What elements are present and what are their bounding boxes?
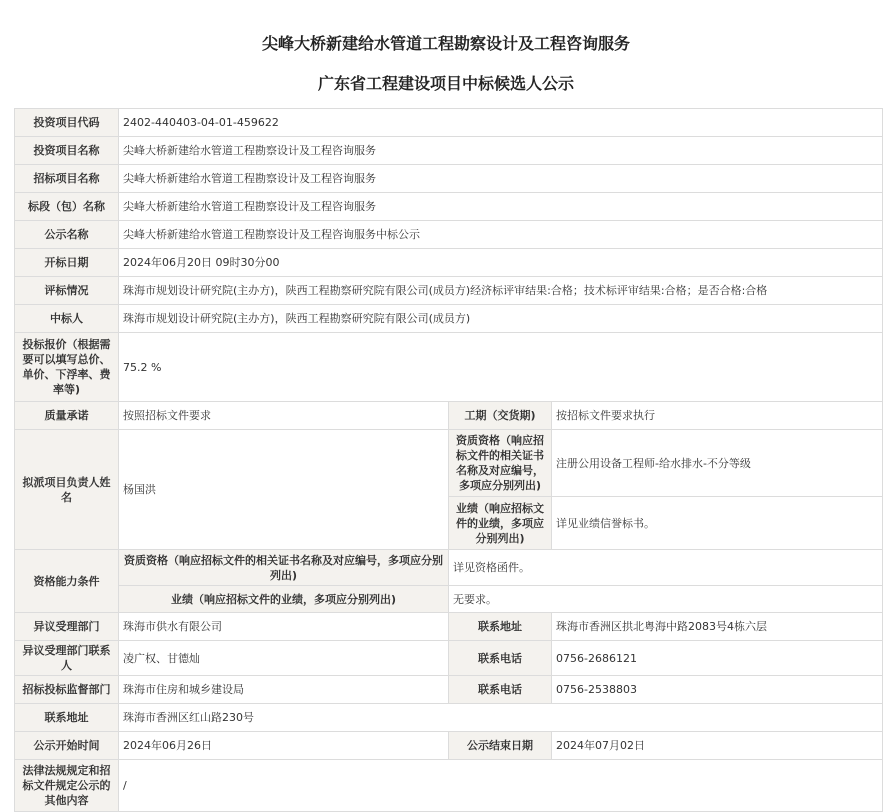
manager-label: 拟派项目负责人姓名: [15, 430, 119, 550]
duration-label: 工期（交货期): [449, 402, 552, 430]
table-row: [15, 249, 883, 277]
page-title: 尖峰大桥新建给水管道工程勘察设计及工程咨询服务: [261, 34, 630, 53]
table-row: [15, 550, 883, 586]
table-row: [15, 641, 883, 676]
table-row: [15, 165, 883, 193]
manager-qual-value: 注册公用设备工程师-给水排水-不分等级: [552, 430, 883, 497]
capability-perf-value: 无要求。: [449, 586, 883, 613]
bid-price-label: 投标报价（根据需要可以填写总价、单价、下浮率、费率等): [15, 333, 119, 402]
table-row: [15, 586, 883, 613]
other-value: /: [119, 760, 883, 812]
notice-start-value: 2024年06月26日: [119, 732, 449, 760]
capability-perf-label: 业绩（响应招标文件的业绩，多项应分别列出): [119, 586, 449, 613]
investment-name-value: 尖峰大桥新建给水管道工程勘察设计及工程咨询服务: [119, 137, 883, 165]
table-row: [15, 402, 883, 430]
section-name-value: 尖峰大桥新建给水管道工程勘察设计及工程咨询服务: [119, 193, 883, 221]
manager-qual-label: 资质资格（响应招标文件的相关证书名称及对应编号，多项应分别列出): [449, 430, 552, 497]
capability-qual-value: 详见资格函件。: [449, 550, 883, 586]
evaluation-value: 珠海市规划设计研究院(主办方)，陕西工程勘察研究院有限公司(成员方)经济标评审结果:合格；技术标评审结果:合格；是否合格:合格: [119, 277, 883, 305]
supervision-phone-value: 0756-2538803: [552, 676, 883, 704]
table-row: [15, 109, 883, 137]
objection-addr-label: 联系地址: [449, 613, 552, 641]
table-row: [15, 676, 883, 704]
supervision-addr-value: 珠海市香洲区红山路230号: [119, 704, 883, 732]
manager-perf-label: 业绩（响应招标文件的业绩，多项应分别列出): [449, 497, 552, 550]
quality-value: 按照招标文件要求: [119, 402, 449, 430]
manager-value: 杨国洪: [119, 430, 449, 550]
manager-perf-value: 详见业绩信誉标书。: [552, 497, 883, 550]
table-row: [15, 704, 883, 732]
evaluation-label: 评标情况: [15, 277, 119, 305]
bid-price-value: 75.2 %: [119, 333, 883, 402]
table-row: [15, 305, 883, 333]
investment-name-label: 投资项目名称: [15, 137, 119, 165]
objection-contact-label: 异议受理部门联系人: [15, 641, 119, 676]
capability-label: 资格能力条件: [15, 550, 119, 613]
winner-value: 珠海市规划设计研究院(主办方)，陕西工程勘察研究院有限公司(成员方): [119, 305, 883, 333]
table-row: [15, 193, 883, 221]
supervision-phone-label: 联系电话: [449, 676, 552, 704]
supervision-addr-label: 联系地址: [15, 704, 119, 732]
objection-phone-label: 联系电话: [449, 641, 552, 676]
table-row: [15, 333, 883, 402]
section-name-label: 标段（包）名称: [15, 193, 119, 221]
open-date-value: 2024年06月20日 09时30分00: [119, 249, 883, 277]
investment-code-value: 2402-440403-04-01-459622: [119, 109, 883, 137]
capability-qual-label: 资质资格（响应招标文件的相关证书名称及对应编号，多项应分别列出): [119, 550, 449, 586]
other-label: 法律法规规定和招标文件规定公示的其他内容: [15, 760, 119, 812]
objection-dept-label: 异议受理部门: [15, 613, 119, 641]
notice-start-label: 公示开始时间: [15, 732, 119, 760]
supervision-dept-label: 招标投标监督部门: [15, 676, 119, 704]
table-row: [15, 732, 883, 760]
page-subtitle: 广东省工程建设项目中标候选人公示: [317, 74, 574, 93]
objection-contact-value: 凌广权、甘德灿: [119, 641, 449, 676]
announcement-table: [14, 108, 883, 812]
objection-addr-value: 珠海市香洲区拱北粤海中路2083号4栋六层: [552, 613, 883, 641]
quality-label: 质量承诺: [15, 402, 119, 430]
table-row: [15, 613, 883, 641]
table-row: [15, 430, 883, 497]
open-date-label: 开标日期: [15, 249, 119, 277]
objection-dept-value: 珠海市供水有限公司: [119, 613, 449, 641]
table-row: [15, 760, 883, 812]
notice-name-label: 公示名称: [15, 221, 119, 249]
tender-name-value: 尖峰大桥新建给水管道工程勘察设计及工程咨询服务: [119, 165, 883, 193]
table-row: [15, 277, 883, 305]
winner-label: 中标人: [15, 305, 119, 333]
duration-value: 按招标文件要求执行: [552, 402, 883, 430]
investment-code-label: 投资项目代码: [15, 109, 119, 137]
objection-phone-value: 0756-2686121: [552, 641, 883, 676]
table-row: [15, 221, 883, 249]
notice-end-value: 2024年07月02日: [552, 732, 883, 760]
notice-end-label: 公示结束日期: [449, 732, 552, 760]
supervision-dept-value: 珠海市住房和城乡建设局: [119, 676, 449, 704]
tender-name-label: 招标项目名称: [15, 165, 119, 193]
table-row: [15, 137, 883, 165]
notice-name-value: 尖峰大桥新建给水管道工程勘察设计及工程咨询服务中标公示: [119, 221, 883, 249]
